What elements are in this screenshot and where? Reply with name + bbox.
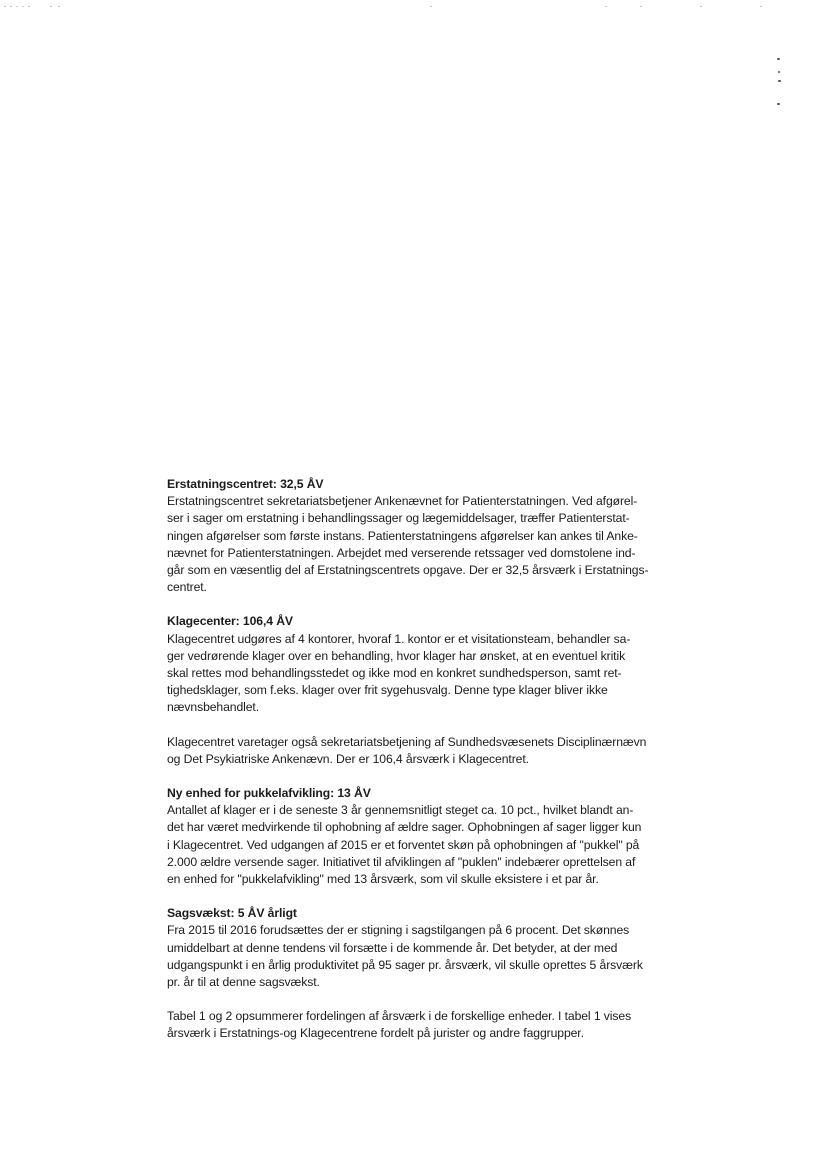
text-line: Klagecentret udgøres af 4 kontorer, hvoraf 1. kontor er et visitationsteam, behandler sa- bbox=[167, 631, 631, 646]
margin-scan-marks bbox=[772, 52, 792, 112]
text-line: ger vedrørende klager over en behandling, hvor klager har ønsket, at en eventuel kritik bbox=[167, 648, 626, 663]
text-line: skal rettes mod behandlingsstedet og ikke mod en konkret sundhedsperson, samt ret- bbox=[167, 666, 622, 681]
text-line: ser i sager om erstatning i behandlingssager og lægemiddelsager, træffer Patienterstat- bbox=[167, 511, 630, 526]
body-paragraph bbox=[167, 493, 667, 596]
section-heading: Klagecenter: 106,4 ÅV bbox=[167, 614, 293, 629]
text-line: udgangspunkt i en årlig produktivitet på 95 sager pr. årsværk, vil skulle oprettes 5 årsværk bbox=[167, 957, 643, 972]
text-line: Fra 2015 til 2016 forudsættes der er stigning i sagstilgangen på 6 procent. Det skønnes bbox=[167, 923, 630, 938]
section-heading: Ny enhed for pukkelafvikling: 13 ÅV bbox=[167, 786, 371, 801]
text-line: 2.000 ældre versende sager. Initiativet til afviklingen af "puklen" indebærer oprettelsen af bbox=[167, 854, 636, 869]
text-line: centret. bbox=[167, 580, 207, 595]
text-line: nævnet for Patienterstatningen. Arbejdet med verserende retssager ved domstolene ind- bbox=[167, 545, 636, 560]
body-paragraph bbox=[167, 1008, 667, 1042]
section-heading: Erstatningscentret: 32,5 ÅV bbox=[167, 477, 324, 491]
text-line: nævnsbehandlet. bbox=[167, 700, 260, 715]
text-line: det har været medvirkende til ophobning af ældre sager. Ophobningen af sager ligger kun bbox=[167, 820, 642, 835]
text-line: og Det Psykiatriske Ankenævn. Der er 106,4 årsværk i Klagecentret. bbox=[167, 751, 529, 766]
text-line: i Klagecentret. Ved udgangen af 2015 er et forventet skøn på ophobningen af "pukkel" på bbox=[167, 837, 640, 852]
text-line: pr. år til at denne sagsvækst. bbox=[167, 975, 320, 990]
text-line: Klagecentret varetager også sekretariatsbetjening af Sundhedsvæsenets Disciplinærnævn bbox=[167, 734, 647, 749]
text-line: ningen afgørelser som første instans. Patienterstatningens afgørelser kan ankes til Anke- bbox=[167, 528, 638, 543]
body-paragraph bbox=[167, 802, 667, 888]
scan-artifact-dots bbox=[0, 0, 826, 12]
text-line: umiddelbart at denne tendens vil forsætte i de kommende år. Det betyder, at der med bbox=[167, 940, 618, 955]
body-paragraph bbox=[167, 922, 667, 991]
document-section bbox=[167, 1008, 667, 1042]
text-line: Erstatningscentret sekretariatsbetjener Ankenævnet for Patienterstatningen. Ved afgørel- bbox=[167, 494, 638, 509]
body-paragraph bbox=[167, 631, 667, 717]
document-section bbox=[167, 476, 667, 596]
body-paragraph bbox=[167, 734, 667, 768]
document-section bbox=[167, 613, 667, 768]
document-section bbox=[167, 905, 667, 991]
text-line: tighedsklager, som f.eks. klager over frit sygehusvalg. Denne type klager bliver ikke bbox=[167, 683, 608, 698]
text-line: går som en væsentlig del af Erstatningscentrets opgave. Der er 32,5 årsværk i Erstatnings- bbox=[167, 563, 649, 578]
document-body bbox=[167, 476, 667, 1060]
text-line: en enhed for "pukkelafvikling" med 13 årsværk, som vil skulle eksistere i et par år. bbox=[167, 872, 599, 887]
text-line: Antallet af klager er i de seneste 3 år gennemsnitligt steget ca. 10 pct., hvilket blandt an- bbox=[167, 803, 634, 818]
text-line: årsværk i Erstatnings-og Klagecentrene fordelt på jurister og andre faggrupper. bbox=[167, 1026, 584, 1041]
document-section bbox=[167, 785, 667, 888]
section-heading: Sagsvækst: 5 ÅV årligt bbox=[167, 906, 297, 921]
text-line: Tabel 1 og 2 opsummerer fordelingen af årsværk i de forskellige enheder. I tabel 1 vises bbox=[167, 1009, 632, 1024]
